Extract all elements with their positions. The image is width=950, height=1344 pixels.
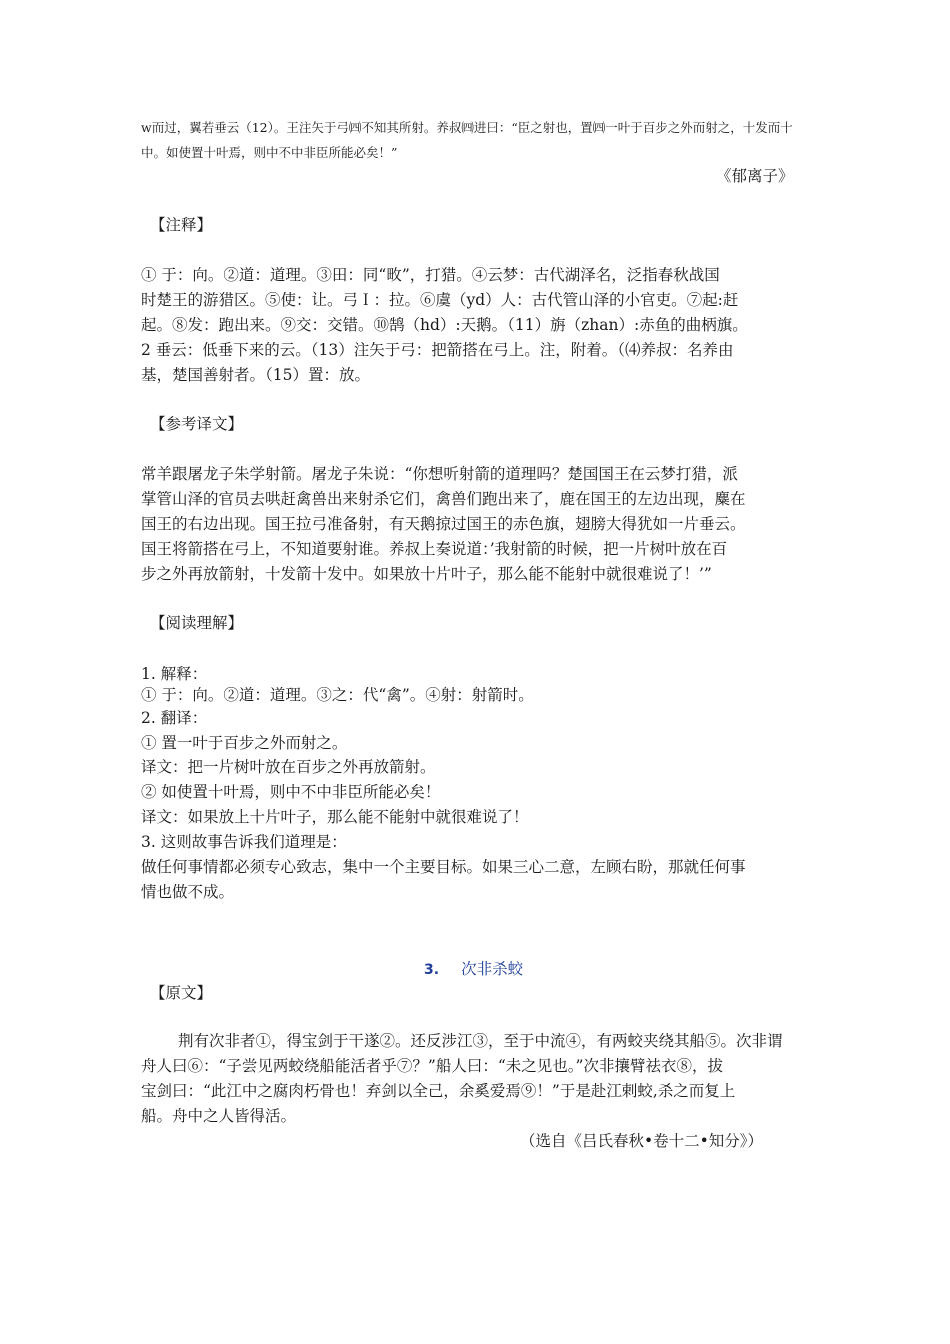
notes-line: 2 垂云：低垂下来的云。（13）注矢于弓：把箭搭在弓上。注，附着。（⑷养叔：名养由 [141, 341, 734, 359]
section-title-text: 次非杀蛟 [461, 960, 524, 978]
original-line: 荆有次非者①，得宝剑于干遂②。还反涉江③，至于中流④，有两蛟夹绕其船⑤。次非谓 [178, 1032, 783, 1050]
translation-line: 常羊跟屠龙子朱学射箭。屠龙子朱说：“你想听射箭的道理吗？楚国国王在云梦打猎，派 [141, 465, 738, 483]
reading-line: 做任何事情都必须专心致志，集中一个主要目标。如果三心二意，左顾右盼，那就任何事 [141, 858, 746, 876]
translation-heading: 【参考译文】 [150, 415, 244, 433]
reading-heading: 【阅读理解】 [150, 614, 244, 632]
source-citation: 《郁离子》 [716, 167, 794, 185]
reading-line: 1. 解释： [141, 665, 208, 683]
section-title [424, 957, 523, 979]
translation-line: 步之外再放箭射，十发箭十发中。如果放十片叶子，那么能不能射中就很难说了！’” [141, 565, 712, 583]
passage-line-1: w而过，翼若垂云（12）。王注矢于弓㈣不知其所射。养叔㈣进曰：“臣之射也，置㈣一叶于百步之外而射之，十发而十 [141, 120, 793, 135]
translation-line: 国王将箭搭在弓上，不知道要射谁。养叔上奏说道：’我射箭的时候，把一片树叶放在百 [141, 540, 728, 558]
notes-heading: 【注释】 [150, 216, 213, 234]
translation-line: 国王的右边出现。国王拉弓准备射，有天鹅掠过国王的赤色旗，翅膀大得犹如一片垂云。 [141, 515, 746, 533]
original-line: 舟人曰⑥：“子尝见两蛟绕船能活者乎⑦？”船人曰：“未之见也。”次非攘臂祛衣⑧，拔 [141, 1057, 723, 1075]
notes-line: 基，楚国善射者。（15）置：放。 [141, 366, 370, 384]
reading-line: 情也做不成。 [141, 883, 235, 901]
reading-line: ② 如使置十叶焉，则中不中非臣所能必矣！ [141, 783, 441, 801]
reading-line: 3. 这则故事告诉我们道理是： [141, 833, 347, 851]
source-citation: （选自《吕氏春秋•卷十二•知分》） [520, 1132, 764, 1150]
notes-line: 时楚王的游猎区。⑤使：让。弓Ｉ：拉。⑥虞（yd）人：古代管山泽的小官吏。⑦起:赶 [141, 291, 739, 309]
passage-line-2: 中。如使置十叶焉，则中不中非臣所能必矣！” [141, 145, 398, 160]
original-line: 宝剑曰：“此江中之腐肉朽骨也！弃剑以全己，余奚爱焉⑨！”于是赴江剌蛟,杀之而复上 [141, 1082, 736, 1100]
original-heading: 【原文】 [150, 984, 213, 1002]
reading-line: 译文：如果放上十片叶子，那么能不能射中就很难说了！ [141, 808, 529, 826]
original-line: 船。舟中之人皆得活。 [141, 1107, 297, 1125]
section-number: 3. [424, 962, 440, 978]
notes-line: 起。⑧发：跑出来。⑨交：交错。⑩鹄（hd）:天鹅。（11）旃（zhan）:赤鱼的曲柄旗。 [141, 316, 748, 334]
reading-line: 译文：把一片树叶放在百步之外再放箭射。 [141, 758, 436, 776]
notes-line: ① 于：向。②道：道理。③田：同“畋”，打猎。④云梦：古代湖泽名，泛指春秋战国 [141, 266, 720, 284]
reading-line: 2. 翻译： [141, 709, 208, 727]
reading-line: ① 于：向。②道：道理。③之：代“禽”。④射：射箭时。 [141, 686, 534, 704]
reading-line: ① 置一叶于百步之外而射之。 [141, 734, 348, 752]
translation-line: 掌管山泽的官员去哄赶禽兽出来射杀它们，禽兽们跑出来了，鹿在国王的左边出现，麋在 [141, 490, 746, 508]
